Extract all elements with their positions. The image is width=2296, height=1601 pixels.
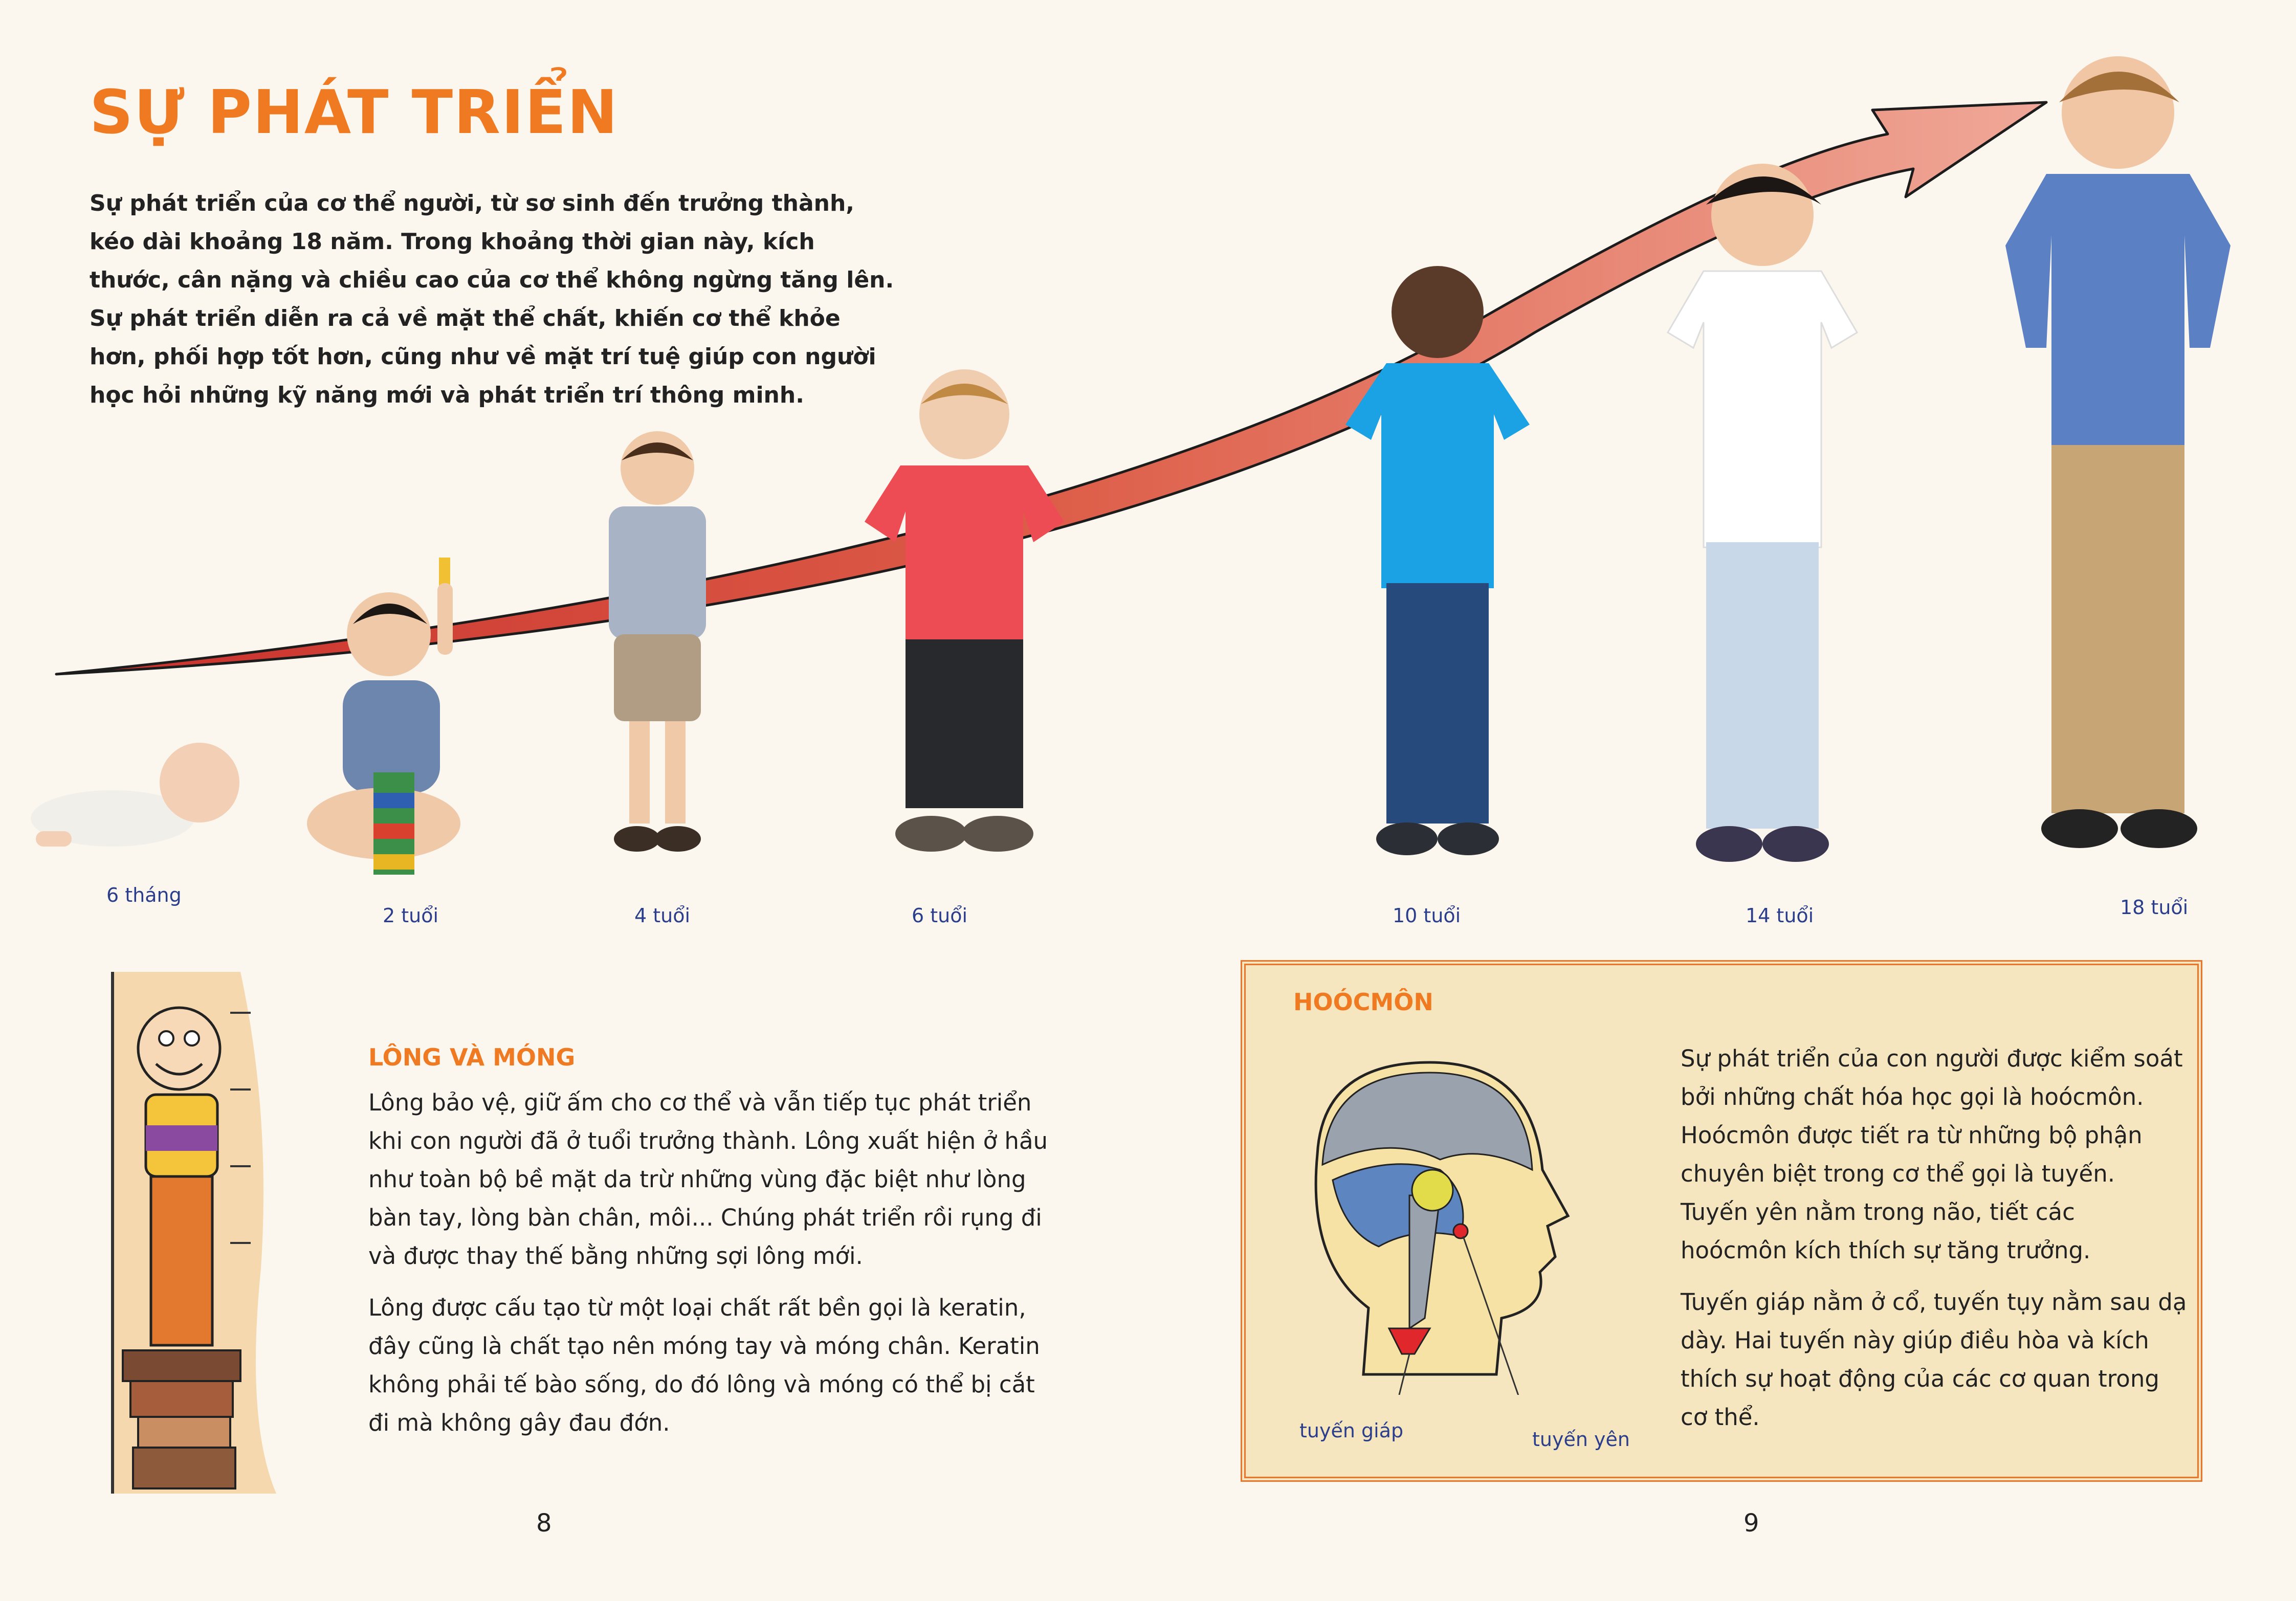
hormone-text	[1681, 1039, 2187, 1450]
adult-18-years-figure	[1975, 31, 2261, 880]
age-label-4-years: 4 tuổi	[634, 904, 691, 927]
teen-14-years-figure	[1647, 138, 1878, 880]
child-4-years-figure	[588, 419, 726, 870]
toddler-2-years-figure	[307, 552, 491, 880]
child-10-years-figure	[1330, 256, 1545, 870]
age-label-14-years: 14 tuổi	[1746, 904, 1814, 927]
label-pituitary: tuyến yên	[1532, 1428, 1630, 1451]
age-label-2-years: 2 tuổi	[383, 904, 439, 927]
hair-paragraph-2: Lông được cấu tạo từ một loại chất rất bền gọi là keratin, đây cũng là chất tạo nên móng tay và móng chân. Keratin không phải tế bào sống, do đó lông và móng có thể bị cắt đi mà không gây đau đớn.	[368, 1294, 1040, 1436]
hair-nails-text	[368, 1083, 1054, 1455]
age-label-18-years: 18 tuổi	[2120, 896, 2189, 919]
baby-6-months-figure	[15, 716, 246, 859]
hormone-box	[1241, 960, 2202, 1482]
age-label-6-months: 6 tháng	[106, 884, 182, 906]
hormone-paragraph-2: Tuyến giáp nằm ở cổ, tuyến tụy nằm sau dạ dày. Hai tuyến này giúp điều hòa và kích thích sự hoạt động của các cơ quan trong cơ thể.	[1681, 1288, 2187, 1431]
brain-diagram	[1287, 1042, 1573, 1395]
page-number-right: 9	[1743, 1509, 1759, 1538]
hair-paragraph-1: Lông bảo vệ, giữ ấm cho cơ thể và vẫn tiếp tục phát triển khi con người đã ở tuổi trưởng thành. Lông xuất hiện ở hầu như toàn bộ bề mặt da trừ những vùng đặc biệt như lòng bàn tay, lòng bàn chân, môi... Chúng phát triển rồi rụng đi và được thay thế bằng những sợi lông mới.	[368, 1089, 1048, 1270]
intro-paragraph: Sự phát triển của cơ thể người, từ sơ sinh đến trưởng thành, kéo dài khoảng 18 năm. Trong khoảng thời gian này, kích thước, cân nặng và chiều cao của cơ thể không ngừng tăng lên. Sự phát triển diễn ra cả về mặt thể chất, khiến cơ thể khỏe hơn, phối hợp tốt hơn, cũng như về mặt trí tuệ giúp con người học hỏi những kỹ năng mới và phát triển trí thông minh.	[90, 190, 894, 408]
age-label-10-years: 10 tuổi	[1393, 904, 1461, 927]
hair-nails-heading: LÔNG VÀ MÓNG	[368, 1043, 576, 1071]
page-title: SỰ PHÁT TRIỂN	[90, 77, 619, 147]
page-number-left: 8	[536, 1509, 552, 1538]
hormone-heading: HOÓCMÔN	[1293, 988, 1433, 1016]
label-thyroid: tuyến giáp	[1299, 1419, 1404, 1442]
hormone-paragraph-1: Sự phát triển của con người được kiểm soát bởi những chất hóa học gọi là hoócmôn. Hoócmôn được tiết ra từ những bộ phận chuyên biệt trong cơ thể gọi là tuyến. Tuyến yên nằm trong não, tiết các hoócmôn kích thích sự tăng trưởng.	[1681, 1045, 2183, 1264]
height-chart-cartoon	[102, 962, 286, 1504]
child-6-years-figure	[849, 358, 1079, 870]
age-label-6-years: 6 tuổi	[912, 904, 968, 927]
